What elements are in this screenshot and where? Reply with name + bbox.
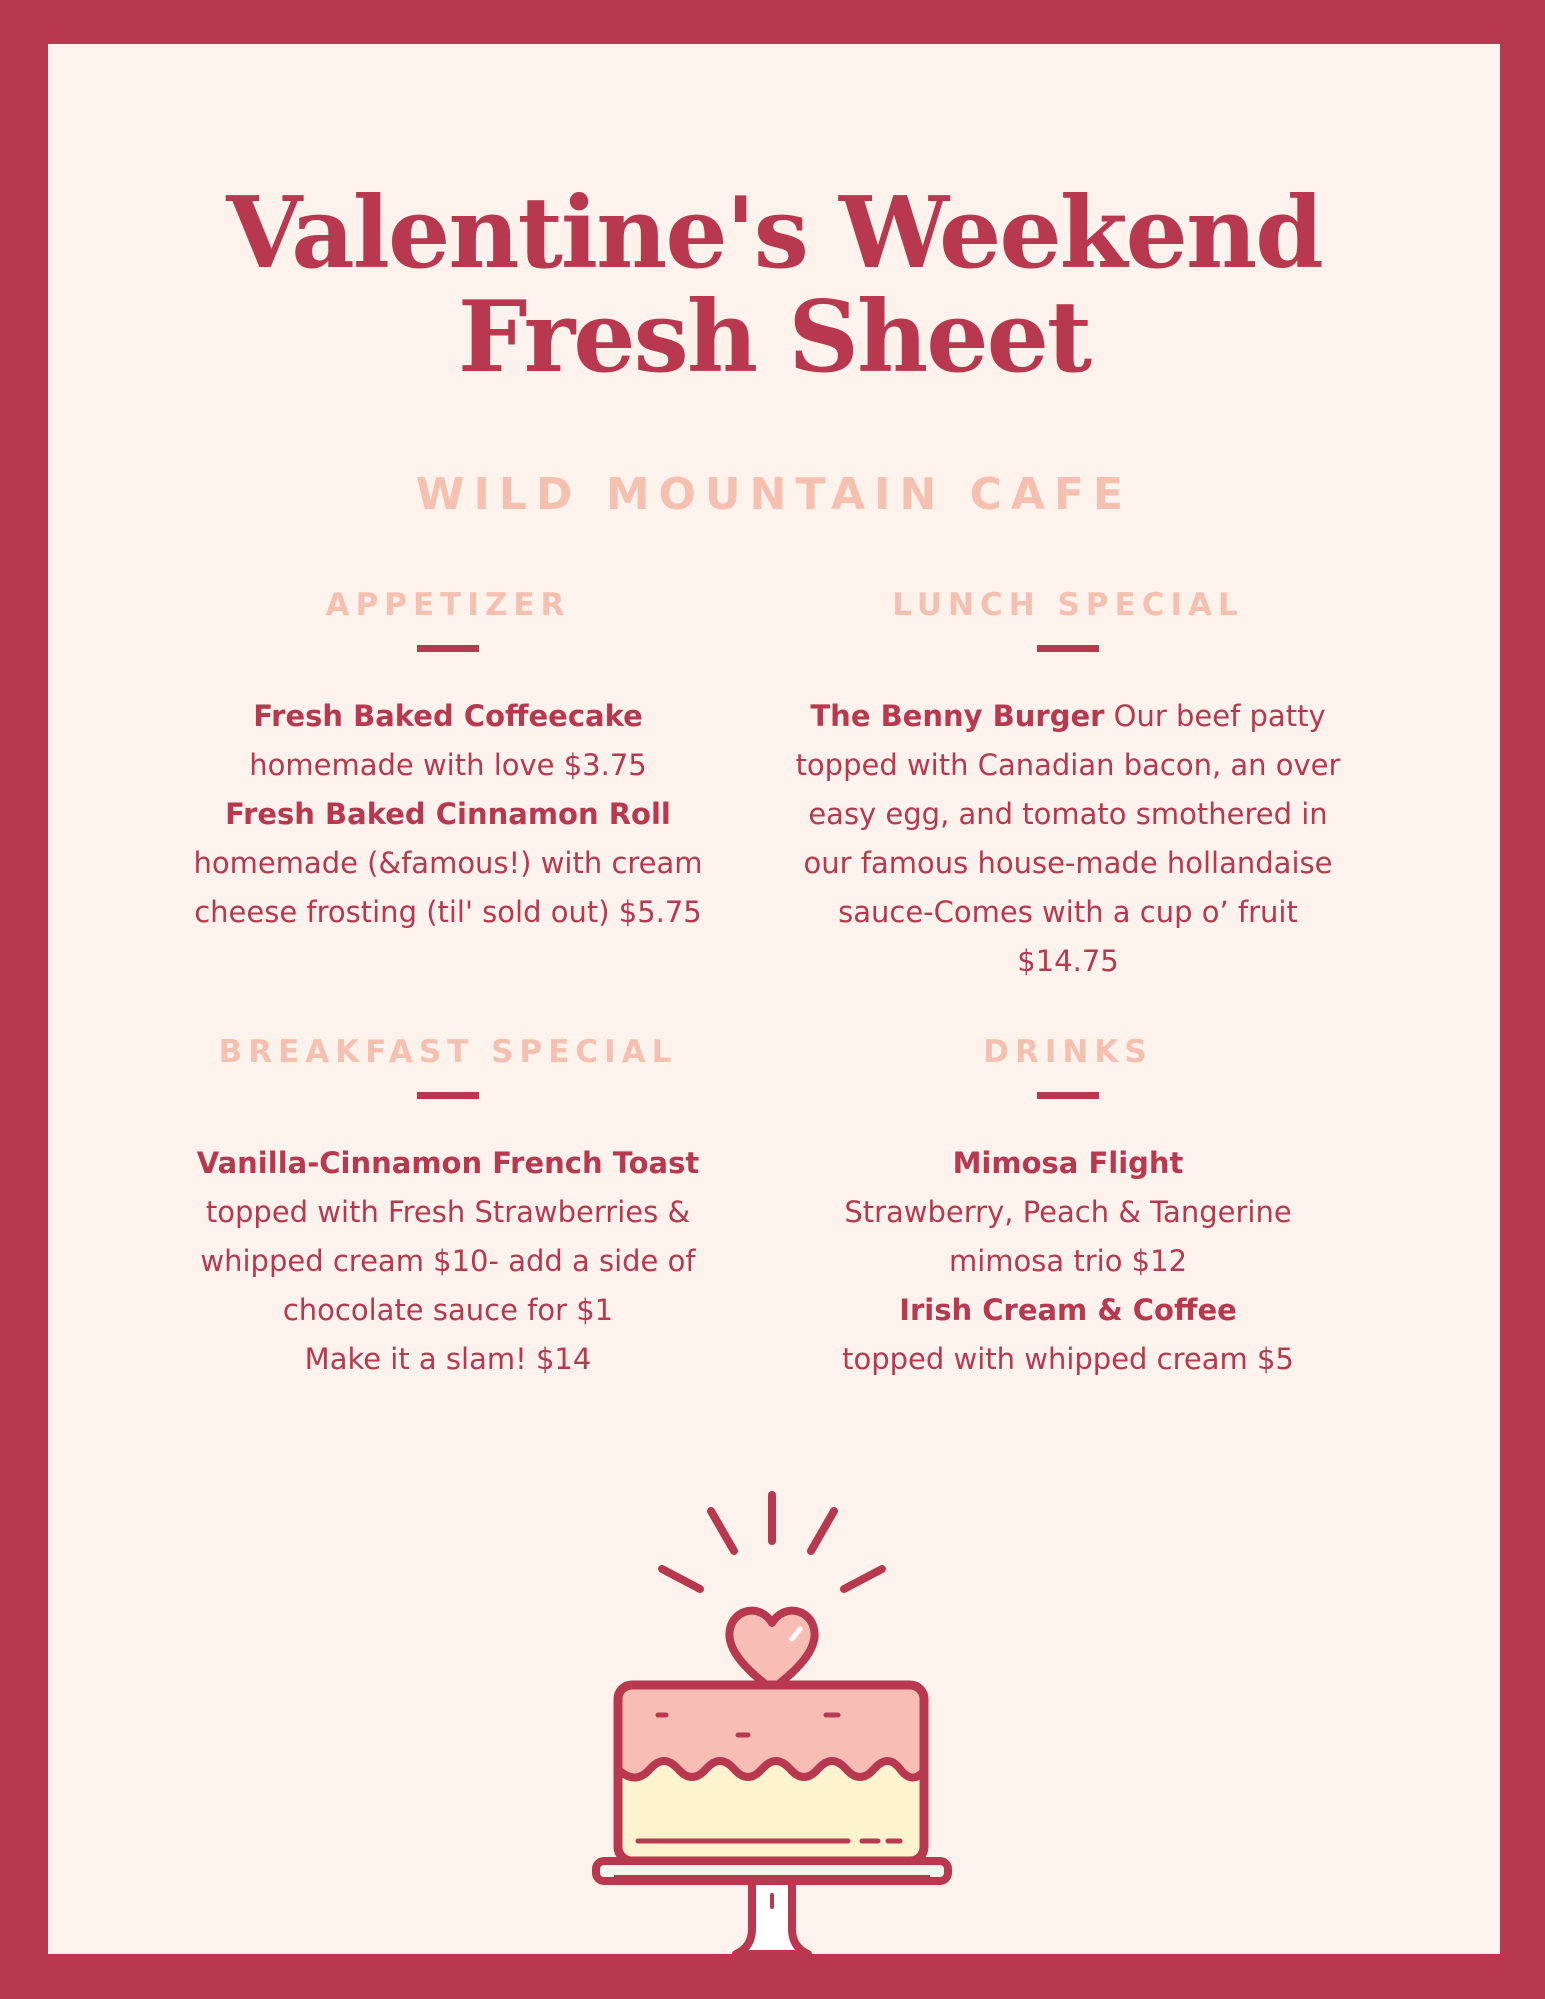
section-divider [417, 1092, 479, 1099]
cafe-name: WILD MOUNTAIN CAFE [415, 469, 1133, 520]
section-divider [1037, 1092, 1099, 1099]
menu-item-name: Fresh Baked Coffeecake [253, 699, 643, 733]
title-line-2: Fresh Sheet [457, 280, 1091, 395]
section-lunch-special [788, 587, 1348, 986]
section-breakfast-special [168, 1034, 728, 1384]
menu-item-upsell: Make it a slam! $14 [304, 1342, 592, 1376]
menu-item-description: topped with whipped cream $5 [842, 1342, 1294, 1376]
menu-item-name: Fresh Baked Cinnamon Roll [225, 797, 671, 831]
menu-item-name: Irish Cream & Coffee [899, 1293, 1237, 1327]
menu-item-name: Mimosa Flight [952, 1146, 1184, 1180]
section-divider [1037, 645, 1099, 652]
section-body [168, 692, 728, 937]
section-heading: BREAKFAST SPECIAL [218, 1034, 678, 1070]
menu-item-name: Vanilla-Cinnamon French Toast [196, 1146, 700, 1180]
section-heading: LUNCH SPECIAL [892, 587, 1244, 623]
menu-item-description: topped with Fresh Strawberries & whipped cream $10- add a side of chocolate sauce for $1 [200, 1195, 696, 1327]
menu-item-description: homemade (&famous!) with cream cheese frosting (til' sold out) $5.75 [193, 846, 703, 929]
heart-cake-icon [548, 1489, 1008, 1954]
menu-item-description: homemade with love $3.75 [249, 748, 647, 782]
menu-item-description: Our beef patty topped with Canadian bacon, an over easy egg, and tomato smothered in our famous house-made hollandaise sauce-Comes with a cup o’ fruit $14.75 [795, 699, 1341, 978]
section-body [168, 1139, 728, 1384]
menu-sheet [48, 44, 1500, 1954]
section-appetizer [168, 587, 728, 937]
section-body [788, 692, 1348, 986]
section-heading: DRINKS [983, 1034, 1153, 1070]
menu-item-description: Strawberry, Peach & Tangerine mimosa trio $12 [844, 1195, 1292, 1278]
page-title [48, 176, 1500, 395]
menu-item-name: The Benny Burger [810, 699, 1105, 733]
title-line-1: Valentine's Weekend [226, 176, 1322, 291]
section-heading: APPETIZER [325, 587, 571, 623]
section-divider [417, 645, 479, 652]
section-drinks [788, 1034, 1348, 1384]
section-body [788, 1139, 1348, 1384]
